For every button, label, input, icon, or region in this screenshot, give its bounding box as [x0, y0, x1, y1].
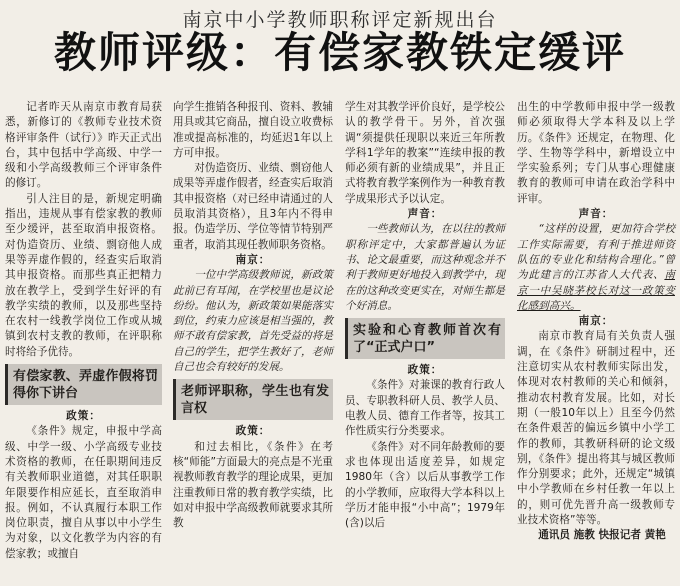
- paragraph: 《条件》对兼课的教育行政人员、专职教科研人员、教学人员、电教人员、德育工作者等，按其工作性质实行分类要求。: [345, 379, 505, 438]
- paragraph: 《条件》对不同年龄教师的要求也体现出适度差异，如规定1980年（含）以后从事教学工作的小学教师，应取得大学本科以上学历才能申报“小中高”；1979年(含)以后: [345, 440, 505, 530]
- article-column-2: [173, 100, 333, 531]
- paragraph: 引人注目的是，新规定明确指出，违规从事有偿家教的教师至少缓评，甚至取消申报资格。对伪造资历、业绩、剽窃他人成果等弄虚作假的，经查实后取消其申报资格。而那些真正把精力放在教学上，受到学生好评的有教学实绩的教师，以及那些坚持在农村一线教学岗位工作或从城镇到农村支教的教师，在评职称时将给予优待。: [5, 192, 162, 358]
- quote-text: “这样的设置，更加符合学校工作实际需要，有利于推进师资队伍的专业化和结构合理化。”曾为此建言的江苏省人大代表、: [517, 223, 675, 282]
- section-label: 南京：: [235, 253, 271, 266]
- paragraph: 和过去相比，《条件》在考核“师能”方面最大的亮点是不光重视教师教育教学的理论成果，更加注重教师日常的教育教学实绩，比如对申报中学高级教师就要求其所教: [173, 440, 333, 530]
- quote-paragraph: [517, 222, 675, 314]
- section-label: 政策：: [407, 364, 443, 377]
- section-label: 声音：: [578, 208, 614, 221]
- section-label: 声音：: [407, 208, 443, 221]
- byline: 通讯员 施教 快报记者 黄艳: [538, 529, 666, 542]
- main-headline: 教师评级：有偿家教铁定缓评: [53, 28, 626, 77]
- section-heading-box: 有偿家教、弄虚作假将罚得你下讲台: [5, 364, 162, 405]
- section-label: 政策：: [66, 410, 101, 423]
- section-heading-box: 老师评职称，学生也有发言权: [173, 379, 333, 420]
- paragraph: 记者昨天从南京市教育局获悉，新修订的《教师专业技术资格评审条件（试行）》昨天正式出台，其中包括中学高级、中学一级和小学高级教师三个评审条件的修订。: [5, 101, 162, 190]
- article-column-1: [5, 100, 162, 562]
- quote-paragraph: 一些教师认为，在以往的教师职称评定中，大家都普遍认为证书、论文最重要，而这种观念并不利于教师更好地投入到教学中，现在的这种改变更实在，对师生都是个好消息。: [345, 223, 505, 312]
- paragraph: 向学生推销各种报刊、资料、教辅用具或其它商品，擅自设立收费标准或提高标准的，均延迟1年以上方可申报。: [173, 101, 333, 159]
- article-column-4: [517, 100, 675, 544]
- section-label: 南京：: [578, 315, 614, 328]
- article-column-3: [345, 100, 505, 531]
- paragraph: 《条件》规定，申报中学高级、中学一级、小学高级专业技术资格的教师，在任职期间违反有关教师职业道德，对其任职职年限要作相应延长，直至取消申报。例如，不认真履行本职工作岗位职责，擅自从事以中小学生为对象，以文化教学为内容的有偿家教；或擅自: [5, 425, 162, 560]
- kicker-headline: 南京中小学教师职称评定新规出台: [182, 9, 498, 31]
- section-heading-box: 实验和心育教师首次有了“正式户口”: [345, 318, 505, 359]
- paragraph: 南京市教育局有关负责人强调，在《条件》研制过程中，还注意切实从农村教师实际出发，体现对农村教师的关心和倾斜，推动农村教育发展。比如，对长期（一般10年以上）且至今仍然在条件艰苦的偏远乡镇中小学工作的教师，其教研科研的论文级别，《条件》提出将其与城区教师作分别要求；此外，还规定“城镇中小学教师在乡村任教一年以上的，则可优先晋升高一级教师专业技术资格”等等。: [517, 330, 675, 527]
- underlined-quote-text: 南京一中吴晓茅校长对这一政策变化感到高兴。: [517, 269, 675, 312]
- section-label: 政策：: [235, 425, 271, 438]
- paragraph: 出生的中学教师申报中学一级教师必须取得大学本科及以上学历。《条件》还规定，在物理、化学、生物等学科中，新增设立中学实验系列；专门从事心理健康教育的教师可申请在政治学科中评审。: [517, 101, 675, 205]
- paragraph: 对伪造资历、业绩、剽窃他人成果等弄虚作假者，经查实后取消其申报资格（对已经申请通过的人员取消其资格），且3年内不得申报。伪造学历、学位等情节特别严重者，取消其现任教师职务资格。: [173, 162, 333, 251]
- quote-paragraph: 一位中学高级教师说，新政策此前已有耳闻，在学校里也是议论纷纷。他认为，新政策如果能落实到位，约束力应该是相当强的，教师不敢有偿家教，首先受益的将是自己的学生，把学生教好了，老师自己也会有较好的发展。: [173, 269, 333, 374]
- paragraph: 学生对其教学评价良好，是学校公认的教学骨干。另外，首次强调“须提供任现职以来近三年所教学科1学年的教案”“连续申报的教师必须有新的业绩成果”，并且正式将教育教学案例作为一种教育教学成果形式予以认定。: [345, 101, 505, 205]
